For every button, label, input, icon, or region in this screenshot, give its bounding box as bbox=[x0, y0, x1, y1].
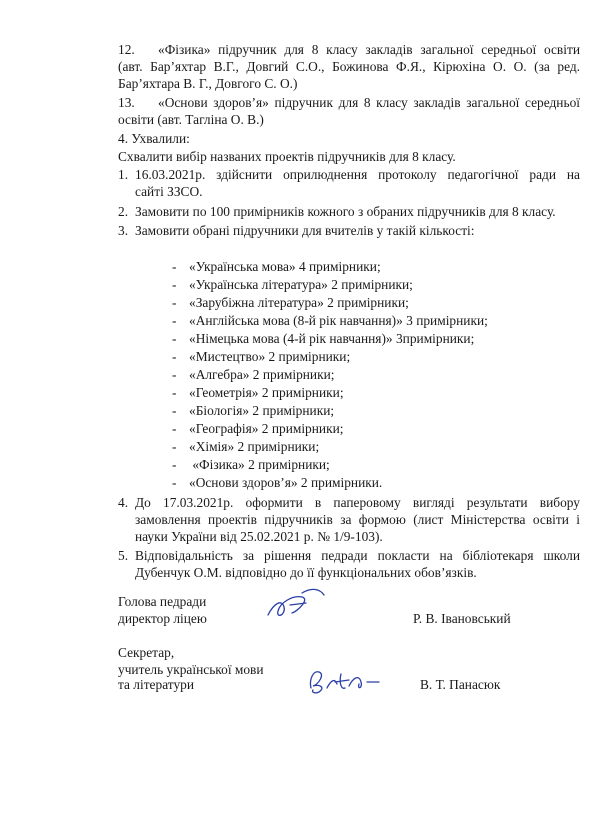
list-item: «Українська література» 2 примірники; bbox=[189, 277, 413, 292]
list-dash: - bbox=[172, 403, 177, 418]
chair-title-1: Голова педради bbox=[118, 594, 207, 609]
decision-1-line-1: 16.03.2021р. здійснити оприлюднення протоколу педагогічної ради на bbox=[135, 167, 580, 182]
list-dash: - bbox=[172, 349, 177, 364]
list-item: «Німецька мова (4-й рік навчання)» 3примірники; bbox=[189, 331, 475, 346]
list-item: «Географія» 2 примірники; bbox=[189, 421, 344, 436]
item-13-number: 13. bbox=[118, 95, 135, 110]
list-item: «Основи здоров’я» 2 примірники. bbox=[189, 475, 383, 490]
decision-4-line-1: До 17.03.2021р. оформити в паперовому вигляді результати вибору bbox=[135, 495, 580, 510]
list-dash: - bbox=[172, 313, 177, 328]
decision-1-line-2: сайті ЗЗСО. bbox=[135, 184, 203, 199]
decision-5-line-1: Відповідальність за рішення педради покласти на бібліотекаря школи bbox=[135, 548, 580, 563]
list-item: «Зарубіжна література» 2 примірники; bbox=[189, 295, 409, 310]
secretary-title-1: Секретар, bbox=[118, 645, 175, 660]
decision-4-line-3: науки України від 25.02.2021 р. № 1/9-103). bbox=[135, 529, 383, 544]
secretary-title-2: учитель української мови bbox=[118, 662, 264, 677]
resolved-heading: 4. Ухвалили: bbox=[118, 131, 190, 146]
decision-1-number: 1. bbox=[118, 167, 129, 182]
list-item: «Англійська мова (8-й рік навчання)» 3 примірники; bbox=[189, 313, 488, 328]
decision-5-number: 5. bbox=[118, 548, 129, 563]
list-item: «Геометрія» 2 примірники; bbox=[189, 385, 344, 400]
item-13-line-1: «Основи здоров’я» підручник для 8 класу закладів загальної середньої bbox=[158, 95, 580, 110]
item-12-line-2: (авт. Бар’яхтар В.Г., Довгий С.О., Божинова Ф.Я., Кірюхіна О. О. (за ред. bbox=[118, 59, 580, 74]
resolved-approve: Схвалити вибір названих проектів підручників для 8 класу. bbox=[118, 149, 456, 164]
secretary-name: В. Т. Панасюк bbox=[420, 677, 501, 692]
item-12-line-1: «Фізика» підручник для 8 класу закладів загальної середньої освіти bbox=[158, 42, 580, 57]
list-dash: - bbox=[172, 331, 177, 346]
list-dash: - bbox=[172, 457, 177, 472]
list-dash: - bbox=[172, 367, 177, 382]
list-item: «Фізика» 2 примірники; bbox=[189, 457, 330, 472]
chair-signature-icon bbox=[262, 585, 332, 625]
list-item: «Мистецтво» 2 примірники; bbox=[189, 349, 351, 364]
chair-name: Р. В. Івановський bbox=[413, 611, 511, 626]
decision-2-line-1: Замовити по 100 примірників кожного з обраних підручників для 8 класу. bbox=[135, 204, 556, 219]
secretary-title-3: та літератури bbox=[118, 677, 195, 692]
list-item: «Хімія» 2 примірники; bbox=[189, 439, 320, 454]
list-dash: - bbox=[172, 439, 177, 454]
list-dash: - bbox=[172, 295, 177, 310]
item-12-number: 12. bbox=[118, 42, 135, 57]
list-dash: - bbox=[172, 421, 177, 436]
list-item: «Біологія» 2 примірники; bbox=[189, 403, 335, 418]
item-13-line-2: освіти (авт. Таглінa О. В.) bbox=[118, 112, 264, 127]
decision-4-number: 4. bbox=[118, 495, 129, 510]
list-dash: - bbox=[172, 475, 177, 490]
list-dash: - bbox=[172, 385, 177, 400]
list-dash: - bbox=[172, 259, 177, 274]
item-12-line-3: Бар’яхтара В. Г., Довгого С. О.) bbox=[118, 76, 298, 91]
decision-4-line-2: замовлення проектів підручників за формою (лист Міністерства освіти і bbox=[135, 512, 580, 527]
decision-2-number: 2. bbox=[118, 204, 129, 219]
decision-3-number: 3. bbox=[118, 223, 129, 238]
decision-5-line-2: Дубенчук О.М. відповідно до її функціональних обов’язків. bbox=[135, 565, 477, 580]
list-dash: - bbox=[172, 277, 177, 292]
chair-title-2: директор ліцею bbox=[118, 611, 207, 626]
secretary-signature-icon bbox=[305, 660, 390, 700]
decision-3-line-1: Замовити обрані підручники для вчителів у такій кількості: bbox=[135, 223, 475, 238]
list-item: «Українська мова» 4 примірники; bbox=[189, 259, 381, 274]
list-item: «Алгебра» 2 примірники; bbox=[189, 367, 335, 382]
